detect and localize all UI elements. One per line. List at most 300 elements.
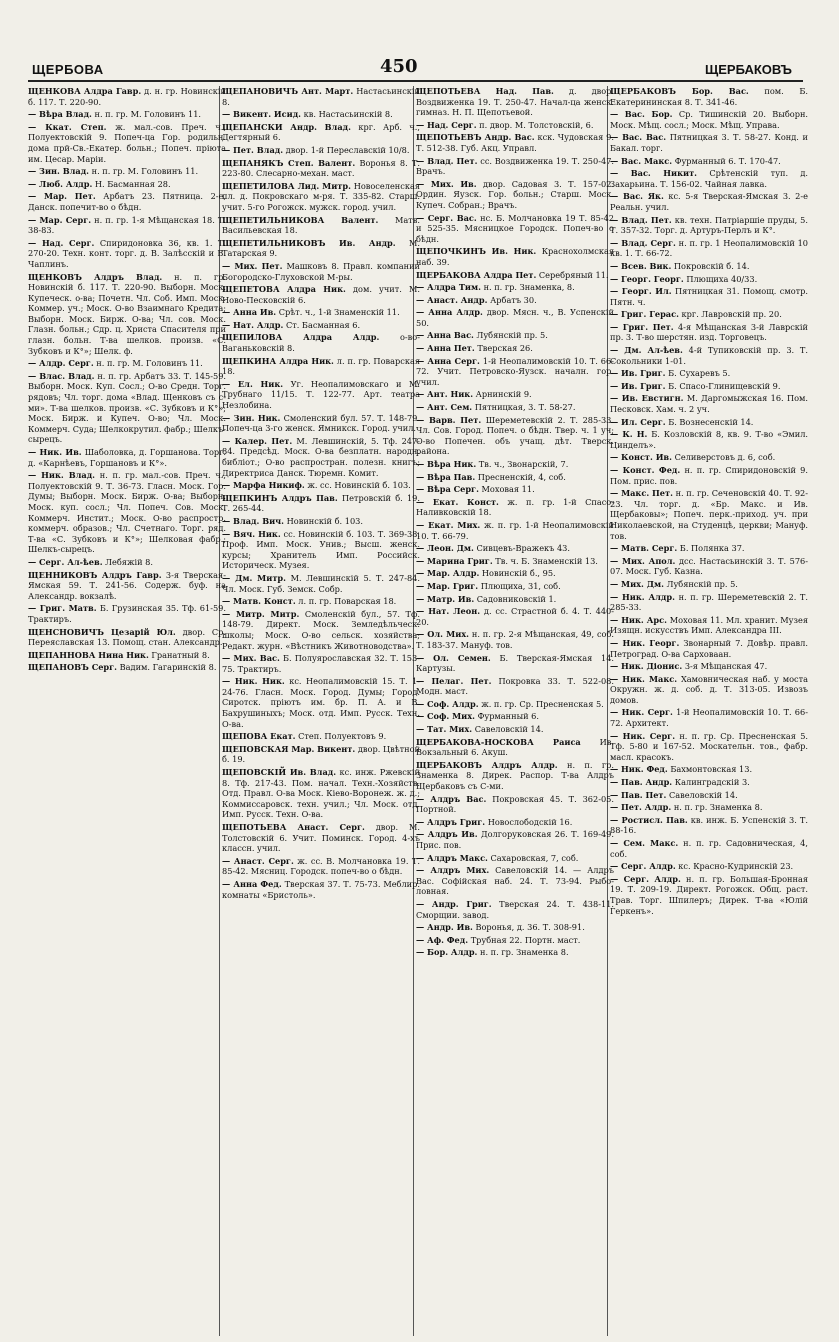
entry-name: — Макс. Пет. [610, 488, 673, 499]
directory-entry [416, 120, 614, 131]
directory-entry [416, 760, 614, 792]
entry-name: — Ив. Григ. [610, 380, 666, 391]
entry-details: Б. Полуярославская 32. Т. 153-75. Трактиръ. [222, 653, 420, 674]
entry-name: — Мар. Серг. [28, 214, 92, 225]
directory-entry [222, 767, 420, 820]
entry-details: н. п. гр. Большая-Бронная 19. Т. 209-19. Директ. Рогожск. Общ. раст. Трав. Торг. Шпилеръ; Дирек. Т-ва «Юлій Геркенъ». [610, 873, 808, 916]
page-number: 450 [380, 56, 418, 77]
entry-details: двор. Мясн. ч., В. Успенскій 50. [416, 307, 614, 328]
entry-name: — Ростисл. Пав. [610, 814, 688, 825]
entry-details: Новинскій б., 95. [481, 568, 556, 579]
entry-details: двор. Садовая 3. Т. 157-02. Ордин. Яузск. Гор. больн.; Старш. Моск. Купеч. Собран.; Врачъ. [416, 178, 614, 210]
entry-details: Лубянскій пр. 5. [476, 330, 548, 341]
directory-entry [416, 330, 614, 341]
entry-details: н. п. гр. Новинскій б. 117. Т. 220-90. Выборн. Моск. Купеческ. о-ва; Почетн. Чл. Соб. Имп. Моск. Коммер. уч.; Моск. О-во Взаимнаго Кредита; Выборн. Моск. Бирж. О-ва; Чл. сов. Моск. Глазн. больн.; Сдр. ц. Христа Спасителя при глазн. больн. Т-ва шелков. произв. «С. Зубковъ и К°»; Шелк. ф. [28, 271, 226, 356]
directory-entry [610, 191, 808, 212]
entry-name: — Андр. Ив. [416, 922, 473, 933]
entry-details: Гранатный 8. [151, 649, 210, 660]
entry-name: — Викент. Исид. [222, 109, 302, 120]
directory-entry [610, 168, 808, 189]
entry-name: — Мих. Пет. [222, 260, 283, 271]
entry-details: Тверская 24. Т. 438-11. Сморщии. завод. [416, 898, 614, 920]
entry-name: — Ив. Евстигн. [610, 393, 684, 404]
entry-details: Долгоруковская 26. Т. 169-49. Прис. пов. [416, 829, 614, 850]
entry-name: — Анаст. Андр. [416, 294, 488, 305]
directory-entry [28, 447, 226, 468]
entry-details: двор. Ср. Переяславская 13. Помощ. стан. Александр. [28, 626, 226, 648]
directory-entry [610, 579, 808, 590]
directory-entry [28, 109, 226, 120]
entry-name: — Серг. Алдр. [610, 873, 681, 884]
entry-name: — Андр. Григ. [416, 898, 492, 909]
entry-name: — Над. Серг. [416, 119, 477, 130]
entry-name: ЩЕПКИНЪ Алдръ Пав. [222, 492, 338, 503]
directory-entry [610, 661, 808, 672]
directory-entry [610, 465, 808, 486]
entry-details: Пятницкая 3. Т. 58-27. Конд. и Бакал. торг. [610, 132, 808, 153]
entry-details: Срѣт. ч., 1-й Знаменскій 11. [278, 307, 400, 318]
directory-entry [222, 86, 420, 107]
directory-entry [28, 179, 226, 190]
entry-name: — Мар. Пет. [28, 191, 96, 202]
entry-name: — Алдръ Макс. [416, 852, 488, 863]
directory-entry [416, 935, 614, 946]
header-left-keyword: ЩЕРБОВА [32, 62, 104, 77]
directory-entry [416, 472, 614, 483]
directory-entry [222, 356, 420, 377]
directory-entry [610, 86, 808, 107]
entry-name: — Ел. Ник. [222, 378, 284, 389]
directory-entry [610, 674, 808, 706]
entry-name: ЩЕПАННОВА Нина Ник. [28, 649, 149, 660]
column-2 [222, 86, 420, 1336]
directory-entry [610, 556, 808, 577]
entry-name: — Алдра Тим. [416, 282, 481, 293]
entry-details: Фурманный 6. Т. 170-47. [674, 155, 781, 166]
entry-details: Б. Тверская-Ямская 14. Картузы. [416, 652, 614, 674]
directory-entry [222, 596, 420, 607]
directory-entry [610, 274, 808, 285]
entry-details: Плющиха, 31, соб. [480, 580, 561, 591]
directory-entry [222, 856, 420, 877]
directory-entry [416, 307, 614, 328]
entry-name: ЩЕПОТЬЕВА Над. Пав. [416, 86, 554, 96]
entry-name: ЩЕПЕТИЛОВА Лид. Митр. [222, 180, 351, 191]
entry-name: — Вас. Бор. [610, 109, 673, 120]
entry-details: кв. инж. Б. Успенскій 3. Т. 88-16. [610, 814, 808, 836]
column-1 [28, 86, 226, 1336]
entry-details: 1-й Неопалимовскій 10. Т. 66-72. Архитект. [610, 707, 808, 729]
directory-entry [28, 358, 226, 369]
entry-name: — Конст. Ив. [610, 452, 672, 463]
entry-details: Шереметевскій 2. Т. 285-33. Чл. Сов. Город. Попеч. о бѣдн. Твер. ч. 1 уч; О-во Попечен. объ учащ. дѣт. Тверск. района. [416, 414, 614, 457]
directory-entry [222, 145, 420, 156]
entry-details: д. двор. Воздвиженка 19. Т. 250-47. Начал-ца женск. гимназ. Н. П. Щепотьевой. [416, 86, 614, 118]
entry-details: Плющиха 40/33. [686, 273, 758, 284]
directory-entry [222, 653, 420, 674]
directory-entry [610, 815, 808, 836]
entry-details: кс. Красно-Кудринскій 23. [678, 861, 794, 872]
directory-entry [610, 109, 808, 130]
entry-details: Лубянскій пр. 5. [666, 578, 738, 589]
entry-name: — Ник. Серг. [610, 707, 673, 718]
directory-entry [28, 570, 226, 602]
entry-details: Тв. ч., Звонарскій, 7. [478, 459, 569, 469]
entry-details: Ив. Вокзальный 6. Акуш. [416, 736, 614, 758]
entry-name: — Нат. Алдр. [222, 319, 284, 330]
entry-name: ЩЕПЕТИЛЬНИКОВЪ Ив. Андр. [222, 237, 396, 248]
directory-entry [610, 764, 808, 775]
entry-name: — Дм. Ал-ѣев. [610, 345, 683, 356]
directory-entry [416, 459, 614, 470]
entry-details: Смоленский бул. 57. Т. 148-79. Попеч-ца 3-го женск. Ямникск. Город. учил. [222, 412, 420, 434]
entry-details: н. п. гр. мал.-сов. Преч. ч., Полуектовскій 9. Т. 36-73. Гласн. Моск. Гор. Думы; Выборн. Моск. Бирж. О-ва; Выборн. Моск. куп. сосл.; Чл. Попеч. Сов. Моск. Коммерч. Инстит.; Моск. О-во распростр. коммерч. образов.; Чл. Счетнаго. Торг. ряд. Т-ва «С. Зубковъ и К°»; Шелковая фабр.; Шелкъ-сырецъ. [28, 470, 226, 555]
directory-entry [416, 270, 614, 281]
entry-details: Б. Грузинская 35. Тф. 61-59. Трактиръ. [28, 603, 226, 624]
entry-name: — Зин. Влад. [28, 166, 90, 177]
entry-details: Воронья, д. 36. Т. 308-91. [475, 922, 585, 933]
entry-name: — Серг. Вас. [416, 212, 477, 223]
directory-entry [222, 480, 420, 491]
entry-details: Краснохолмская наб. 39. [416, 246, 614, 267]
entry-details: н. п. гр. Арбатъ 33. Т. 145-59. Выборн. Моск. Куп. Сосл.; О-во Средн. Торг. рядовъ; Чл. торг. дома «Влад. Щенковъ съ с-ми». Т-ва шелков. произв. «С. Зубковъ и К°»; Моск. Бирж. и Купеч. О-во; Чл. Моск. Коммерч. Суда; Шелкокрутил. фабр.; Шелкъ-сырецъ. [28, 370, 226, 445]
entry-name: ЩЕПАНЯКЪ Степ. Валент. [222, 157, 356, 168]
entry-details: Б. Сухаревъ 5. [668, 368, 731, 379]
entry-name: ЩЕРБАКОВА Алдра Пет. [416, 269, 537, 280]
directory-entry [416, 606, 614, 627]
directory-entry [28, 215, 226, 236]
entry-name: — Над. Серг. [28, 237, 95, 248]
directory-entry [610, 345, 808, 366]
entry-details: н. п. гр. Знаменка 8. [673, 802, 763, 813]
directory-entry [610, 452, 808, 463]
directory-entry [610, 707, 808, 728]
entry-name: — Нат. Леон. [416, 606, 481, 617]
directory-entry [222, 332, 420, 353]
entry-details: Ср. Тишинскій 20. Выборн. Моск. Мѣщ. сосл.; Моск. Мѣщ. Управа. [610, 109, 808, 130]
entry-details: н. п. гр. М. Головинъ 11. [96, 358, 203, 369]
entry-details: М. Левшинскій, 5. Тф. 247-84. Предсѣд. Моск. О-ва безплатн. народн. библіот.; О-во распростран. полезн. книгъ; Директриса Данск. Тюремн. Комит. [222, 435, 420, 478]
entry-name: — Вас. Никит. [610, 168, 698, 179]
entry-details: н. п. гр. 1 Неопалимовскій 10 кв. 1. Т. 66-72. [610, 237, 808, 259]
directory-entry [222, 516, 420, 527]
directory-entry [222, 822, 420, 854]
entry-details: л. п. гр. Поварская 18. [298, 596, 397, 607]
directory-entry [416, 282, 614, 293]
entry-details: Покровскій б. 14. [673, 260, 750, 271]
directory-entry [28, 86, 226, 107]
entry-name: — Влад. Пет. [416, 155, 478, 166]
entry-details: Моховая 11. Мл. хранит. Музея Изящн. искусствъ Имп. Александра III. [610, 614, 808, 636]
entry-name: — Ант. Ник. [416, 389, 474, 400]
directory-entry [222, 261, 420, 282]
entry-name: ЩЕПОВСКІЙ Ив. Влад. [222, 767, 337, 778]
directory-entry [416, 484, 614, 495]
entry-name: — Марфа Никиф. [222, 480, 305, 491]
directory-entry [416, 594, 614, 605]
directory-entry [416, 86, 614, 118]
directory-entry [416, 343, 614, 354]
entry-details: Сивцевъ-Вражекъ 43. [476, 543, 570, 554]
entry-details: н. п. гр. Знаменка 8. [480, 947, 569, 958]
entry-details: Уг. Неопалимовскаго и М. Трубнаго 11/15. Т. 122-77. Арт. театра Незлобина. [222, 378, 420, 411]
entry-details: Срѣтенскій туп. д. Захарьина. Т. 156-02. Чайная лавка. [610, 168, 808, 189]
directory-entry [416, 132, 614, 153]
directory-entry [28, 557, 226, 568]
entry-name: — Калер. Пет. [222, 435, 293, 446]
entry-details: Петровскій б. 19. Т. 265-44. [222, 492, 420, 514]
entry-details: о-во-Ваганьковскій 8. [222, 332, 420, 354]
entry-name: ЩЕПАНОВИЧЪ Ант. Март. [222, 86, 354, 96]
entry-details: Савеловскій 14. — Алдръ Вас. Софійская наб. 24. Т. 73-94. Рыбо-ловная. [416, 865, 614, 897]
directory-entry [610, 132, 808, 153]
entry-details: н. п. гр. Знаменка, 8. [483, 282, 575, 293]
directory-entry [610, 215, 808, 236]
entry-details: Пятницкая 31. Помощ. смотр. Пятн. ч. [610, 286, 808, 307]
directory-entry [416, 865, 614, 897]
directory-entry [610, 156, 808, 167]
entry-name: ЩЕРБАКОВЪ Алдръ Алдр. [416, 759, 558, 770]
entry-name: — Ник. Георг. [610, 637, 680, 648]
entry-name: — Ант. Сем. [416, 402, 473, 413]
directory-entry [610, 393, 808, 414]
entry-name: — Влад. Пет. [610, 214, 672, 225]
entry-details: сс. Воздвиженка 19. Т. 250-47. Врачъ. [416, 155, 614, 177]
entry-details: н. п. гр. Сеченовскій 40. Т. 92-23. Чл. торг. д. «Бр. Макс. и Ив. Щербаковы»; Попеч. перк.-приход. уч. при Николаевской, на Студенцѣ, церкви; Мануф. тов. [610, 488, 808, 541]
entry-name: — Пет. Алдр. [610, 802, 672, 813]
directory-entry [222, 181, 420, 213]
entry-name: — Ник. Алдр. [610, 591, 675, 602]
entry-name: — Сем. Макс. [610, 838, 679, 848]
directory-entry [416, 922, 614, 933]
entry-name: — Мих. Ив. [416, 178, 477, 189]
directory-entry [222, 573, 420, 594]
entry-details: М. Даргомыжская 16. Пом. Песковск. Хам. ч. 2 уч. [610, 393, 808, 415]
directory-entry [222, 215, 420, 236]
entry-details: Б. Спасо-Глинищевскій 9. [668, 380, 781, 391]
directory-entry [416, 629, 614, 650]
directory-entry [416, 556, 614, 567]
directory-entry [222, 379, 420, 411]
header-rule [28, 80, 803, 82]
entry-details: Сахаровская, 7, соб. [490, 852, 579, 863]
entry-name: — Ник. Макс. [610, 673, 678, 684]
entry-name: — Ник. Влад. [28, 470, 95, 481]
entry-details: л. п. гр. Поварская 18. [222, 355, 420, 377]
entry-name: — Мих. Вас. [222, 653, 280, 664]
entry-name: ЩЕПОТЬЕВЪ Андр. Вас. [416, 132, 535, 143]
entry-name: — Ол. Мих. [416, 629, 469, 640]
entry-details: дом. учит. М. Ново-Песковскій 6. [222, 284, 420, 305]
entry-name: — Варв. Пет. [416, 414, 482, 425]
entry-details: н. п. гр. Ср. Пресненская 5. Тф. 5-80 и 167-52. Москательн. тов., фабр. масл. красокъ. [610, 730, 808, 762]
entry-details: кс. Неопалимовскій 15. Т. 1-24-76. Гласн. Моск. Город. Думы; Город. Сиротск. пріютъ им. бр. П. А. и В. Бахрушиныхъ; Моск. отд. Имп. Русск. Техн. О-ва. [222, 676, 420, 729]
entry-name: — Влад. Вич. [222, 515, 285, 526]
entry-name: ЩЕПАНОВЪ Серг. [28, 662, 118, 673]
entry-details: Матв. Васильевская 18. [222, 214, 420, 236]
directory-entry [610, 615, 808, 636]
entry-details: Звонарный 7. Довѣр. правл. Петроград. О-ва Сарховаан. [610, 637, 808, 659]
entry-name: ЩЕННИКОВЪ Алдръ Гавр. [28, 569, 162, 580]
directory-entry [28, 470, 226, 555]
directory-entry [416, 699, 614, 710]
entry-details: Хамовническая наб. у моста Окружн. ж. д. соб. д. Т. 313-05. Извозъ домов. [610, 673, 808, 705]
entry-details: дсс. Настасьинскій 3. Т. 576-07. Моск. Губ. Казна. [610, 555, 808, 577]
entry-details: 1-й Неопалимовскій 10. Т. 66-72. Учит. Петровско-Яузск. началн. гор. учил. [416, 355, 614, 387]
directory-entry [222, 436, 420, 478]
entry-name: ЩЕНКОВА Алдра Гавр. [28, 86, 142, 96]
entry-name: — Алдр. Серг. [28, 358, 94, 369]
entry-details: Покровка 33. Т. 522-08. Модн. маст. [416, 675, 614, 697]
column-4 [610, 86, 808, 1336]
directory-entry [416, 794, 614, 815]
directory-entry [28, 238, 226, 270]
entry-details: Савеловскій 14. [668, 789, 738, 800]
directory-entry [28, 650, 226, 661]
entry-name: — Ник. Ив. [28, 447, 82, 457]
entry-name: ЩЕПОВА Екат. [222, 731, 296, 742]
entry-details: н. п. гр. 2-я Мѣщанская, 49, соб. Т. 183-37. Мануф. тов. [416, 629, 614, 650]
entry-details: Новоселенская пл. д. Покровскаго м-ря. Т. 335-82. Старш. учит. 5-го Рогожск. мужск. город. учил. [222, 180, 420, 212]
directory-entry [610, 381, 808, 392]
entry-details: Савеловскій 14. [474, 724, 544, 735]
directory-entry [416, 817, 614, 828]
entry-name: — Ник. Фед. [610, 764, 668, 775]
entry-details: пом. Б. Екатерининская 8. Т. 341-46. [610, 86, 808, 107]
directory-entry [610, 790, 808, 801]
entry-name: — Ник. Арс. [610, 614, 667, 625]
directory-entry [416, 520, 614, 541]
entry-details: Смоленскій бул., 57. Тф. 148-79. Директ. Моск. Земледѣльческ. школы; Моск. О-во сельск. хозяйства; Редакт. журн. «Вѣстникъ Животноводства». [222, 608, 420, 651]
entry-name: ЩЕРБАКОВА-НОСКОВА Раиса [416, 736, 581, 747]
entry-details: 4-й Тупиковскій пр. 3. Т. Сокольники 1-01. [610, 345, 808, 366]
entry-name: — Зин. Ник. [222, 412, 281, 423]
directory-entry [416, 402, 614, 413]
column-3 [416, 86, 614, 1336]
directory-entry [222, 609, 420, 651]
entry-details: Серебряный 11. [538, 269, 609, 280]
entry-details: крг. Лавровскій пр. 20. [681, 309, 782, 320]
entry-name: — Пав. Пет. [610, 789, 667, 800]
entry-name: — Мар. Григ. [416, 580, 479, 591]
entry-name: — Бор. Алдр. [416, 947, 478, 958]
entry-details: Лебяжій 8. [105, 556, 153, 567]
entry-details: ж. сс. Новинскій б. 103. [307, 480, 411, 491]
entry-name: — Матв. Конст. [222, 596, 296, 607]
entry-name: — Алдръ Мих. [416, 865, 490, 876]
entry-name: — Анаст. Серг. [222, 855, 294, 866]
directory-entry [610, 261, 808, 272]
entry-name: — Соф. Мих. [416, 711, 475, 722]
entry-details: Садовниковскій 1. [476, 593, 557, 604]
entry-name: ЩЕПОВСКАЯ Мар. Викент. [222, 743, 356, 754]
directory-entry [610, 488, 808, 541]
entry-details: Арбатъ 30. [490, 294, 537, 305]
entry-details: н. п. гр. М. Головинъ 11. [91, 166, 199, 177]
directory-entry [416, 497, 614, 518]
entry-details: Арнинскій 9. [475, 389, 532, 400]
directory-entry [222, 529, 420, 571]
entry-details: н. п. гр. Садовническая, 4, соб. [610, 838, 808, 859]
directory-entry [28, 272, 226, 357]
directory-entry [222, 676, 420, 729]
directory-entry [610, 417, 808, 428]
entry-details: Б. Козловскій 8, кв. 9. Т-во «Эмил. Цинделъ». [610, 429, 808, 450]
directory-entry [610, 731, 808, 763]
directory-entry [610, 309, 808, 320]
entry-name: — Вяч. Ник. [222, 528, 281, 539]
directory-entry [222, 238, 420, 259]
entry-details: кск. Чудовская 9. Т. 512-38. Губ. Акц. Управл. [416, 132, 614, 153]
entry-details: Моховая 11. [481, 484, 535, 495]
directory-entry [416, 415, 614, 457]
entry-name: — Анна Алдр. [416, 307, 483, 318]
entry-details: Трубная 22. Портн. маст. [470, 934, 581, 945]
entry-name: — Матр. Ив. [416, 593, 475, 604]
directory-entry [416, 213, 614, 245]
directory-entry [416, 853, 614, 864]
entry-details: двор. 1-й Переславскій 10/8. [285, 144, 410, 155]
entry-name: — Алдръ Ив. [416, 829, 478, 840]
entry-details: д. сс. Страстной б. 4. Т. 440-20. [416, 606, 614, 627]
entry-name: — Всев. Вик. [610, 260, 672, 271]
directory-entry [610, 322, 808, 343]
entry-name: — Мар. Алдр. [416, 568, 480, 579]
entry-name: — Вѣра Серг. [416, 484, 479, 495]
entry-name: — Конст. Фед. [610, 465, 681, 475]
directory-entry [416, 711, 614, 722]
directory-entry [610, 874, 808, 916]
entry-name: — Анна Серг. [416, 355, 480, 366]
entry-name: — Соф. Алдр. [416, 698, 479, 709]
entry-details: ж. п. гр. 1-й Неопалимовскій 10. Т. 66-79. [416, 519, 614, 541]
entry-details: Степ. Полуектовъ 9. [298, 731, 387, 742]
entry-name: — Дм. Митр. [222, 572, 286, 583]
entry-name: — Серг. Алдр. [610, 861, 676, 872]
entry-details: Н. Басманная 28. [94, 178, 171, 189]
header-right-keyword: ЩЕРБАКОВЪ [705, 62, 792, 77]
entry-name: — Влад. Серг. [610, 237, 676, 248]
entry-name: — Влас. Влад. [28, 370, 95, 381]
directory-entry [222, 493, 420, 514]
entry-details: 3-я Мѣщанская 47. [684, 661, 768, 672]
entry-details: Ст. Басманная 6. [285, 319, 361, 330]
entry-details: Покровская 45. Т. 362-05. Портной. [416, 793, 614, 815]
entry-details: крг. Арб. ч., Дегтярный 6. [222, 121, 420, 143]
entry-details: н. п. гр. Знаменка 8. Дирек. Распор. Т-ва Алдръ Щербаковъ съ С-ми. [416, 759, 614, 792]
entry-name: — Пет. Влад. [222, 144, 284, 155]
entry-details: Спиридоновка 36, кв. 1. Т. 270-20. Техн. конт. торг. д. В. Залѣсскій и В. Чаплинъ. [28, 237, 226, 269]
entry-name: — Пелаг. Пет. [416, 675, 492, 686]
entry-name: ЩЕНКОВЪ Алдръ Влад. [28, 271, 163, 282]
entry-name: — Митр. Митр. [222, 608, 300, 619]
entry-name: ЩЕПЕТОВА Алдра Ник. [222, 284, 346, 295]
entry-details: ж. сс. В. Молчановка 19. Т. 85-42. Мясниц. Городск. попеч-во о бѣдн. [222, 855, 420, 877]
entry-name: — Григ. Герас. [610, 309, 679, 320]
entry-name: — Серг. Ал-ѣев. [28, 556, 103, 567]
directory-entry [416, 389, 614, 400]
entry-details: 4-я Мѣщанская 3-й Лаврскій пр. 3. Т-во шерстян. изд. Торговецъ. [610, 321, 808, 343]
entry-details: ж. п. гр. 1-й Спасо-Наливковскій 18. [416, 496, 614, 518]
directory-entry [610, 838, 808, 859]
directory-entry [610, 368, 808, 379]
entry-name: — Леон. Дм. [416, 543, 474, 554]
entry-details: М. Левшинскій 5. Т. 247-84. Чл. Моск. Губ. Земск. Собр. [222, 572, 420, 594]
entry-name: — Ник. Діонис. [610, 661, 683, 672]
entry-name: — К. Н. [610, 429, 648, 440]
directory-entry [416, 568, 614, 579]
entry-name: — Анна Пет. [416, 343, 475, 354]
